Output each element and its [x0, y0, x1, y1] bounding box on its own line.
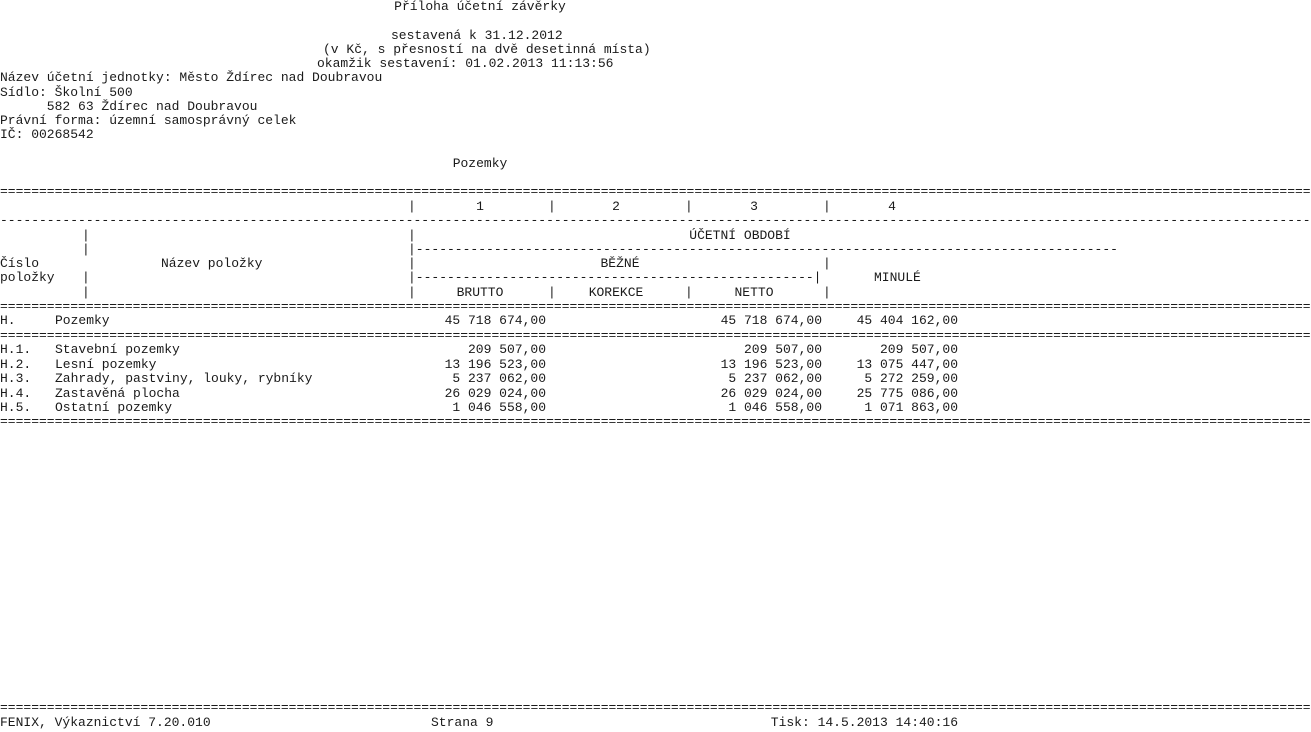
footer-software: FENIX, Výkaznictví 7.20.010: [0, 715, 211, 730]
header-minule: MINULÉ: [874, 270, 921, 285]
double-rule: ========================================================================================================================================================================: [0, 299, 1311, 314]
col-sep: |: [685, 285, 693, 300]
col-sep: |: [82, 242, 90, 257]
row-netto: 13 196 523,00: [720, 357, 822, 372]
entity-ic: IČ: 00268542: [0, 127, 94, 142]
header-cislo: Číslo: [0, 256, 40, 271]
row-brutto: 5 237 062,00: [452, 371, 546, 386]
col-number-1: 1: [476, 199, 484, 214]
row-minule: 13 075 447,00: [856, 357, 958, 372]
row-minule: 209 507,00: [879, 342, 958, 357]
double-rule: ========================================================================================================================================================================: [0, 184, 1311, 199]
row-minule: 5 272 259,00: [864, 371, 958, 386]
report-title: Příloha účetní závěrky: [394, 0, 566, 14]
row-code: H.: [0, 313, 16, 328]
col-number-3: 3: [750, 199, 758, 214]
header-nazev: Název položky: [161, 256, 263, 271]
col-sep: |: [82, 270, 90, 285]
col-number-4: 4: [888, 199, 896, 214]
row-netto: 26 029 024,00: [720, 386, 822, 401]
col-sep: |: [823, 199, 831, 214]
header-netto: NETTO: [734, 285, 774, 300]
row-brutto: 209 507,00: [467, 342, 546, 357]
row-brutto: 45 718 674,00: [444, 313, 546, 328]
row-code: H.2.: [0, 357, 32, 372]
row-code: H.5.: [0, 400, 32, 415]
entity-name: Název účetní jednotky: Město Ždírec nad Doubravou: [0, 70, 383, 85]
header-polozky: položky: [0, 270, 55, 285]
row-name: Zastavěná plocha: [55, 386, 180, 401]
col-sep: |: [408, 256, 416, 271]
header-bezne: BĚŽNÉ: [600, 256, 640, 271]
double-rule: ========================================================================================================================================================================: [0, 328, 1311, 343]
header-korekce: KOREKCE: [588, 285, 644, 300]
section-title: Pozemky: [452, 156, 508, 171]
header-brutto: BRUTTO: [456, 285, 504, 300]
footer-printed: Tisk: 14.5.2013 14:40:16: [770, 715, 958, 730]
row-minule: 1 071 863,00: [864, 400, 958, 415]
row-netto: 1 046 558,00: [728, 400, 822, 415]
row-brutto: 1 046 558,00: [452, 400, 546, 415]
row-netto: 45 718 674,00: [720, 313, 822, 328]
entity-legal-form: Právní forma: územní samosprávný celek: [0, 113, 297, 128]
row-name: Stavební pozemky: [55, 342, 180, 357]
compiled-date: sestavená k 31.12.2012: [391, 28, 563, 43]
row-name: Ostatní pozemky: [55, 400, 173, 415]
col-sep: |: [823, 285, 831, 300]
row-minule: 45 404 162,00: [856, 313, 958, 328]
entity-address: 582 63 Ždírec nad Doubravou: [0, 99, 258, 114]
row-code: H.3.: [0, 371, 32, 386]
col-sep: |: [408, 285, 416, 300]
row-code: H.4.: [0, 386, 32, 401]
row-netto: 5 237 062,00: [728, 371, 822, 386]
dashed-rule: ------------------------------------------------------------------------------------------------------------------------------------------------------------------------: [0, 213, 1311, 228]
row-name: Lesní pozemky: [55, 357, 157, 372]
row-minule: 25 775 086,00: [856, 386, 958, 401]
period-sub-rule: |------------------------------------------------------------------------------------------: [408, 242, 1118, 257]
col-sep: |: [823, 256, 831, 271]
footer-rule: ========================================================================================================================================================================: [0, 700, 1311, 715]
col-sep: |: [548, 285, 556, 300]
col-number-2: 2: [612, 199, 620, 214]
entity-seat: Sídlo: Školní 500: [0, 85, 133, 100]
col-sep: |: [408, 199, 416, 214]
row-code: H.1.: [0, 342, 32, 357]
row-name: Pozemky: [55, 313, 110, 328]
col-sep: |: [408, 228, 416, 243]
col-sep: |: [82, 285, 90, 300]
col-sep: |: [82, 228, 90, 243]
double-rule: ========================================================================================================================================================================: [0, 414, 1311, 429]
row-name: Zahrady, pastviny, louky, rybníky: [55, 371, 313, 386]
col-sep: |: [685, 199, 693, 214]
row-brutto: 13 196 523,00: [444, 357, 546, 372]
col-sep: |: [548, 199, 556, 214]
precision-note: (v Kč, s přesností na dvě desetinná místa): [323, 42, 651, 57]
row-netto: 209 507,00: [743, 342, 822, 357]
footer-page: Strana 9: [431, 715, 494, 730]
bezne-sub-rule: |---------------------------------------------------|: [408, 270, 822, 285]
period-header: ÚČETNÍ OBDOBÍ: [689, 228, 791, 243]
compile-moment: okamžik sestavení: 01.02.2013 11:13:56: [317, 56, 614, 71]
row-brutto: 26 029 024,00: [444, 386, 546, 401]
